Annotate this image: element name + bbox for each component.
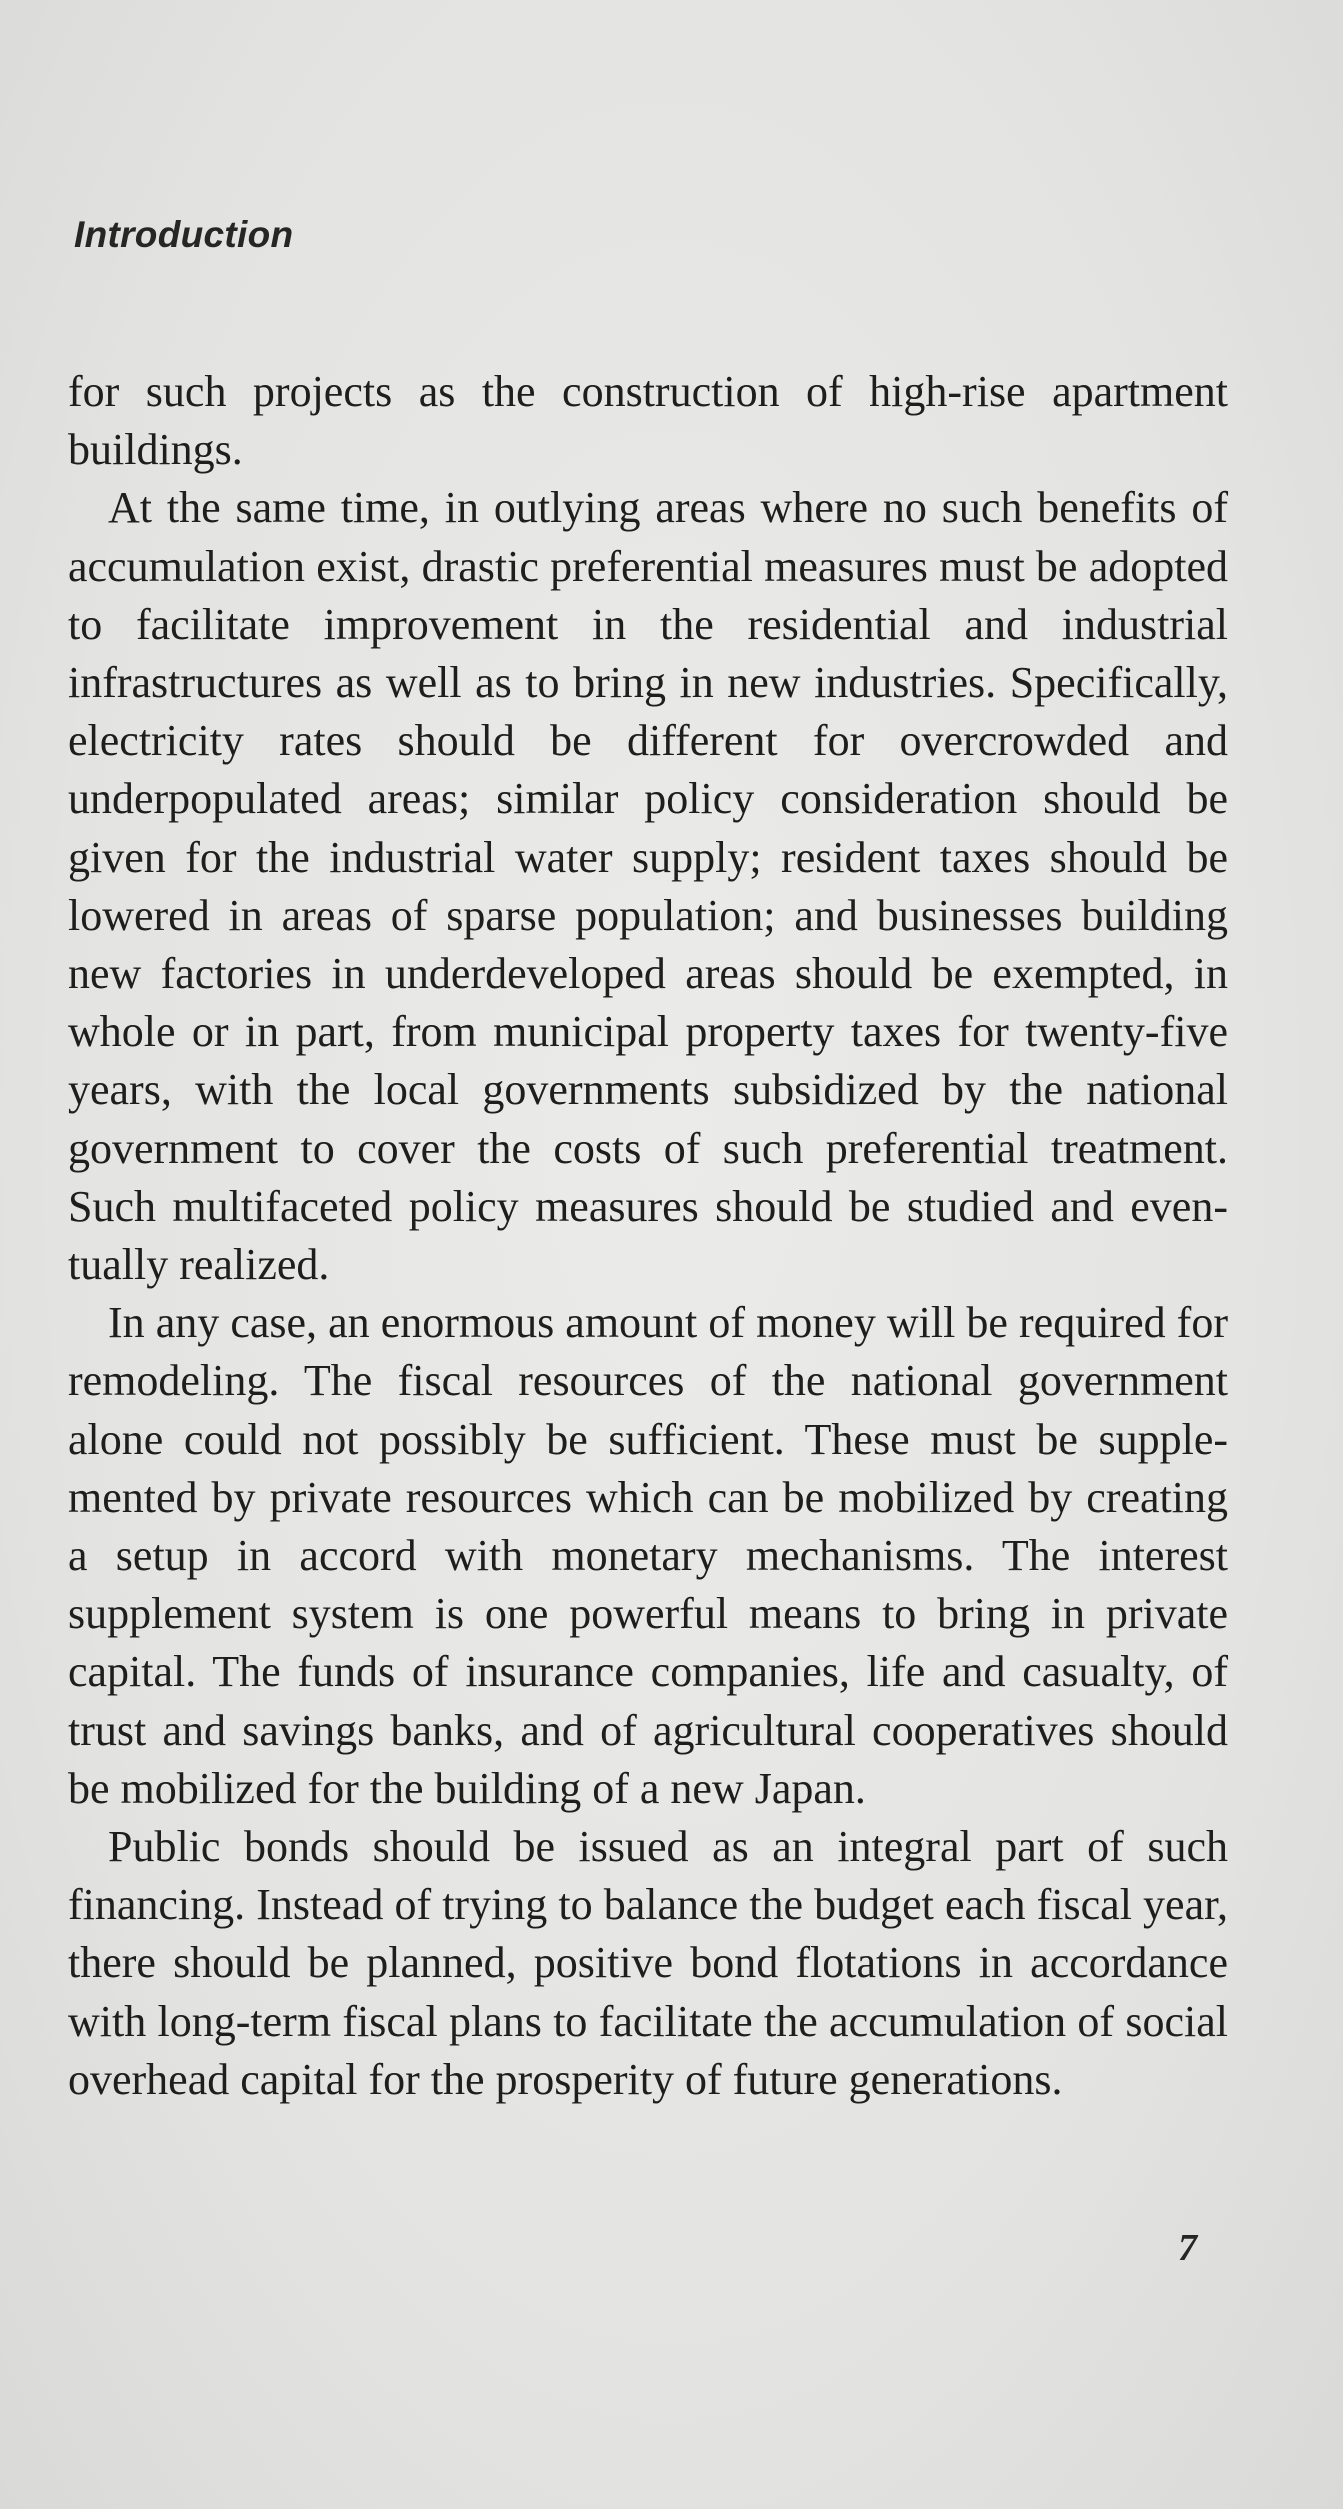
- paragraph-continuation: for such projects as the construction of high-rise apartment buildings.: [68, 367, 1228, 475]
- paragraph-outlying-areas: At the same time, in outlying areas where no such benefits of accumulation exist, drastic preferential measures must be adopted to facilitate improvement in the residential and industrial infrastructures as well as to bring in new industries. Specifically, electricity rates should be different for overcrowded and underpopulated areas; similar policy consideration should be given for the industrial water supply; resident taxes should be lowered in areas of sparse population; and businesses building new factories in underdeveloped areas should be exempted, in whole or in part, from municipal property taxes for twenty-five years, with the local governments subsidized by the national government to cover the costs of such preferential treatment. Such multifaceted policy measures should be studied and eventually realized.: [68, 483, 1228, 1290]
- paragraph-public-bonds: Public bonds should be issued as an integral part of such financing. Instead of trying to balance the budget each fiscal year, there should be planned, positive bond flotations in accordance with long-term fiscal plans to facilitate the accumulation of social overhead capital for the prosperity of future generations.: [68, 1822, 1228, 2104]
- running-head: Introduction: [74, 214, 294, 255]
- page-number: 7: [1178, 2227, 1197, 2269]
- body-text: [68, 363, 1228, 2109]
- paragraph-remodeling-funds: In any case, an enormous amount of money will be required for remodeling. The fiscal resources of the national government alone could not possibly be sufficient. These must be supplemented by private resources which can be mobilized by creating a setup in accord with monetary mechanisms. The interest supplement system is one powerful means to bring in private capital. The funds of insurance companies, life and casualty, of trust and savings banks, and of agricultural cooperatives should be mobilized for the building of a new Japan.: [68, 1298, 1228, 1813]
